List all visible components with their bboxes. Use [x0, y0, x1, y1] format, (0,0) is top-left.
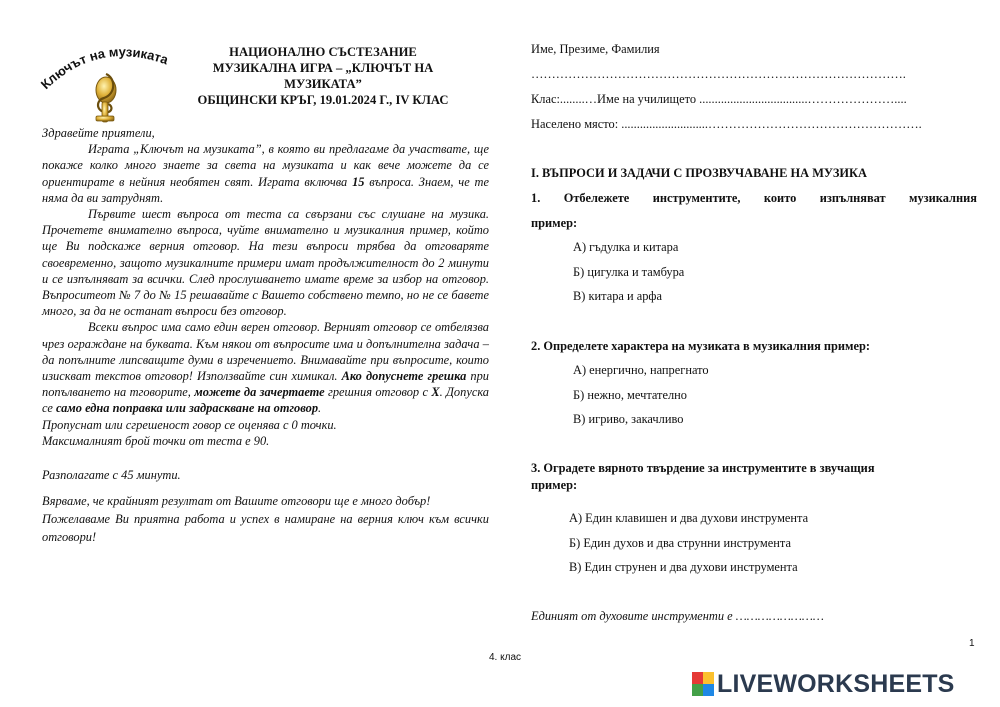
footer-class-label: 4. клас [489, 652, 522, 663]
liveworksheets-brand[interactable] [692, 668, 955, 700]
page-number: 1 [969, 638, 975, 649]
instructions [42, 125, 489, 546]
header-line-4: ОБЩИНСКИ КРЪГ, 19.01.2024 Г., IV КЛАС [197, 93, 449, 107]
treble-clef-key-icon [96, 74, 116, 122]
question-1-text: 1. Отбележете инструментите, които изпълняват музикалния [531, 191, 977, 205]
question-3-text: 3. Оградете вярното твърдение за инструментите в звучащия [531, 461, 875, 475]
question-3-option-c[interactable]: В) Един струнен и два духови инструмента [569, 560, 798, 574]
intro-paragraph-1: Играта „Ключът на музиката”, в която ви предлагаме да участвате, ще покаже колко много знаете за света на музиката и как вече можете да се ориентирате в нейния необятен свят. Играта включва 15 въпроса. Знаем, че те няма да ви затруднят. [42, 142, 489, 205]
liveworksheets-logo-icon [692, 672, 714, 696]
brand-name: LIVEWORKSHEETS [717, 669, 955, 698]
intro-scoring: Пропуснат или сгрешеност говор се оценява с 0 точки. [42, 417, 337, 432]
question-2-option-b[interactable]: Б) нежно, мечтателно [573, 388, 687, 402]
contest-header [178, 44, 468, 108]
question-2-option-c[interactable]: В) игриво, закачливо [573, 412, 684, 426]
intro-paragraph-2: Първите шест въпроса от теста са свързани със слушане на музика. Прочетете внимателно въпроса, чуйте внимателно и музикалния пример, който ще Ви подскаже верния отговор. На тези въпроси трябва да отговаряте своевременно, защото музикалните примери имат продължителност до 2 минути и се изпълняват за всички. След прослушването имате време за избор на отговор. Въпроситеот № 7 до № 15 решавайте с Вашето собствено темпо, но не се бавете много, за да не останат въпроси без отговор. [42, 207, 489, 319]
intro-paragraph-3: Всеки въпрос има само един верен отговор. Верният отговор се отбелязва чрез ограждане на буквата. Към някои от въпросите има и допълнителна задача – да попълните липсващите думи в изречението. Внимавайте при въпросите, които изискват текстов отговор! Използвайте син химикал. Ако допуснете грешка при попълването на тговорите, можете да зачертаете грешния отговор с Х. Допуска се само една поправка или задраскване на отговор. [42, 320, 489, 416]
intro-max-points: Максималният брой точки от теста е 90. [42, 433, 270, 448]
section-title: I. ВЪПРОСИ И ЗАДАЧИ С ПРОЗВУЧАВАНЕ НА МУЗИКА [531, 166, 867, 180]
question-1-option-c[interactable]: В) китара и арфа [573, 289, 662, 303]
greeting: Здравейте приятели, [42, 126, 155, 140]
intro-wish: Вярваме, че крайният резултат от Вашите отговори ще е много добър! [42, 494, 431, 509]
intro-closing: Пожелаваме Ви приятна работа и успех в намиране на верния ключ към всички отговори! [42, 512, 489, 545]
question-1-option-b[interactable]: Б) цигулка и тамбура [573, 265, 685, 279]
header-line-3: МУЗИКАТА” [284, 77, 362, 91]
name-field[interactable]: ………………………………………………………………………………. [531, 67, 906, 81]
class-school-field[interactable]: Клас:........…Име на училището ...................................………………….... [531, 92, 907, 106]
question-3-option-b[interactable]: Б) Един духов и два струнни инструмента [569, 536, 791, 550]
question-3-fill-in[interactable]: Единият от духовите инструменти е …………………… [531, 609, 824, 623]
question-2-text: 2. Определете характера на музиката в музикалния пример: [531, 339, 871, 353]
question-1-text-cont: пример: [531, 216, 578, 230]
question-2-option-a[interactable]: А) енергично, напрегнато [573, 363, 709, 377]
logo-text: Ключът на музиката [38, 44, 171, 93]
question-3-text-cont: пример: [531, 478, 578, 492]
name-label: Име, Презиме, Фамилия [531, 42, 660, 56]
header-line-2: МУЗИКАЛНА ИГРА – „КЛЮЧЪТ НА [212, 61, 434, 75]
question-1-option-a[interactable]: А) гъдулка и китара [573, 240, 679, 254]
header-line-1: НАЦИОНАЛНО СЪСТЕЗАНИЕ [229, 45, 417, 59]
intro-time: Разполагате с 45 минути. [42, 468, 181, 483]
question-3-option-a[interactable]: А) Един клавишен и два духови инструмента [569, 511, 809, 525]
contest-logo [38, 38, 180, 126]
place-field[interactable]: Населено място: ............................……………………………………………. [531, 117, 922, 131]
